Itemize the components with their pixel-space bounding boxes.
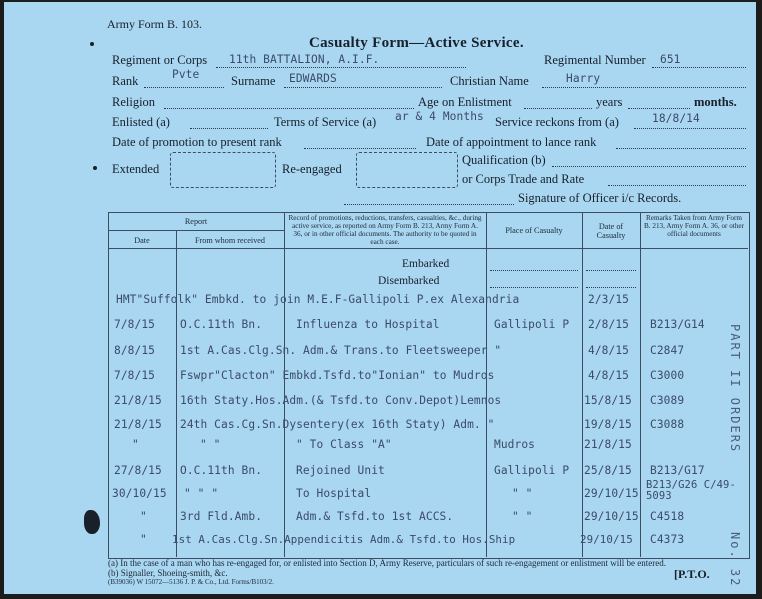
extended-box: [170, 152, 276, 188]
disembarked-place-line: [490, 287, 578, 288]
entry-text: 1st A.Cas.Clg.Sn. Adm.& Trans.to Fleetsweeper ": [180, 344, 502, 357]
entry-from: O.C.11th Bn.: [180, 318, 263, 331]
rank-value: Pvte: [172, 68, 200, 81]
religion-line: [164, 108, 414, 109]
entry-place: Gallipoli P: [494, 318, 570, 331]
surname-value: EDWARDS: [289, 72, 337, 85]
signature-line: [344, 204, 514, 205]
service-reckons-line: [634, 128, 746, 129]
entry-text: 1st A.Cas.Clg.Sn.Appendicitis Adm.& Tsfd.to Hos.Ship: [172, 533, 516, 546]
entry-text: Fswpr"Clacton" Embkd.Tsfd.to"Ionian" to Mudros: [180, 369, 495, 382]
entry-text: 16th Staty.Hos.Adm.(& Tsfd.to Conv.Depot)Lemnos: [180, 394, 502, 407]
casualty-date-header: Date of Casualty: [596, 222, 626, 240]
reg-number-label: Regimental Number: [544, 53, 646, 67]
entry-record: " To Class "A": [296, 438, 392, 451]
surname-line: [284, 87, 442, 88]
reg-number-value: 651: [660, 53, 681, 66]
entry-date: 7/8/15: [114, 369, 156, 382]
part-ii-orders-stamp: PART II ORDERS: [728, 324, 742, 454]
entry-casualty-date: 29/10/15: [584, 510, 639, 523]
entry-remarks: B213/G17: [650, 464, 705, 477]
religion-label: Religion: [112, 95, 156, 109]
pto-mark: [P.T.O.: [674, 567, 710, 581]
years-label: years: [596, 95, 623, 109]
entry-date: 8/8/15: [114, 344, 156, 357]
entry-casualty-date: 2/3/15: [588, 293, 630, 306]
entry-place: " ": [512, 510, 533, 523]
embarked-label: Embarked: [402, 258, 450, 270]
embarked-place-line: [490, 270, 578, 271]
from-header: From whom received: [194, 236, 266, 245]
report-divider: [108, 230, 284, 231]
record-header: Record of promotions, reductions, transfers, casualties, &c., during active service, as reported on Army Form B. 213, Army Form A. 36, or in other official documents. The authority to be quoted in each case.: [288, 214, 482, 246]
entry-date: ": [132, 438, 139, 451]
entry-casualty-date: 29/10/15: [580, 533, 633, 546]
embarked-date-line: [586, 270, 636, 271]
disembarked-label: Disembarked: [378, 275, 440, 287]
footnote-b: (b) Signaller, Shoeing-smith, &c.: [108, 568, 228, 578]
reengaged-label: Re-engaged: [282, 162, 342, 176]
regiment-line: [216, 67, 466, 68]
entry-date: 7/8/15: [114, 318, 156, 331]
signature-label: Signature of Officer i/c Records.: [518, 191, 682, 205]
terms-value: ar & 4 Months: [395, 110, 484, 123]
col-rule-casualty-date: [640, 212, 641, 557]
reengaged-box: [356, 152, 458, 188]
rank-line: [144, 87, 224, 88]
entry-casualty-date: 29/10/15: [584, 487, 639, 500]
months-line: [628, 108, 690, 109]
ink-blot: [84, 510, 100, 534]
enlisted-line: [190, 128, 268, 129]
entry-remarks: C2847: [650, 344, 685, 357]
orders-number-stamp: No. 32: [728, 532, 742, 588]
months-label: months.: [694, 95, 737, 109]
qualification-line: [552, 166, 746, 167]
entry-place: " ": [512, 487, 533, 500]
christian-name-value: Harry: [566, 72, 601, 85]
appointment-label: Date of appointment to lance rank: [426, 135, 597, 149]
entry-record: To Hospital: [296, 487, 372, 500]
entry-remarks: C3088: [650, 418, 685, 431]
entry-place: Gallipoli P: [494, 464, 570, 477]
corps-trade-label: or Corps Trade and Rate: [462, 172, 585, 186]
entry-remarks: C4518: [650, 510, 685, 523]
col-rule-place: [582, 212, 583, 557]
footnote-a: (a) In the case of a man who has re-engaged for, or enlisted into Section D, Army Reserve, particulars of such re-engagement or enlistment will be entered.: [108, 558, 666, 568]
entry-casualty-date: 19/8/15: [584, 418, 632, 431]
extended-label: Extended: [112, 162, 160, 176]
entry-from: O.C.11th Bn.: [180, 464, 263, 477]
entry-casualty-date: 15/8/15: [584, 394, 632, 407]
entry-remarks: B213/G26 C/49-5093: [646, 479, 736, 502]
entry-date: ": [140, 510, 147, 523]
entry-remarks: C3000: [650, 369, 685, 382]
casualty-form-sheet: [4, 2, 756, 594]
pin-hole: [93, 166, 97, 170]
header-bottom-rule: [108, 248, 748, 249]
entry-casualty-date: 2/8/15: [588, 318, 630, 331]
col-rule-record: [486, 212, 487, 557]
promotion-label: Date of promotion to present rank: [112, 135, 282, 149]
col-rule-date: [176, 230, 177, 557]
entry-from: " " ": [184, 487, 219, 500]
place-header: Place of Casualty: [505, 226, 563, 235]
entry-text: HMT"Suffolk" Embkd. to join M.E.F-Gallipoli P.ex Alexandria: [116, 293, 520, 306]
regiment-value: 11th BATTALION, A.I.F.: [229, 53, 380, 66]
entry-casualty-date: 4/8/15: [588, 344, 630, 357]
service-reckons-label: Service reckons from (a): [495, 115, 619, 129]
entry-record: Adm.& Tsfd.to 1st ACCS.: [296, 510, 454, 523]
appointment-line: [616, 148, 746, 149]
surname-label: Surname: [231, 74, 276, 88]
christian-name-line: [542, 87, 746, 88]
pin-hole: [90, 42, 94, 46]
entry-date: 30/10/15: [112, 487, 167, 500]
form-number: Army Form B. 103.: [107, 17, 203, 31]
entry-date: 27/8/15: [114, 464, 162, 477]
entry-record: Rejoined Unit: [296, 464, 385, 477]
entry-date: 21/8/15: [114, 394, 162, 407]
col-rule-from: [284, 212, 285, 557]
entry-remarks: C4373: [650, 533, 685, 546]
promotion-line: [304, 148, 416, 149]
report-header: Report: [184, 217, 208, 226]
qualification-label: Qualification (b): [462, 153, 546, 167]
disembarked-date-line: [586, 287, 636, 288]
entry-text: 24th Cas.Cg.Sn.Dysentery(ex 16th Staty) Adm. ": [180, 418, 495, 431]
corps-trade-line: [608, 185, 746, 186]
entry-record: Influenza to Hospital: [296, 318, 440, 331]
christian-name-label: Christian Name: [450, 74, 529, 88]
enlisted-label: Enlisted (a): [112, 115, 170, 129]
entry-remarks: C3089: [650, 394, 685, 407]
entry-date: 21/8/15: [114, 418, 162, 431]
entry-casualty-date: 21/8/15: [584, 438, 632, 451]
remarks-header: Remarks Taken from Army Form B. 213, Army Form A. 36, or other official documents: [643, 214, 745, 238]
date-header: Date: [134, 236, 150, 245]
regiment-label: Regiment or Corps: [112, 53, 208, 67]
printer-imprint: (B39036) W 15072—5136 J. P. & Co., Ltd. Forms/B103/2.: [108, 578, 274, 586]
entry-from: " ": [200, 438, 221, 451]
rank-label: Rank: [112, 74, 139, 88]
entry-from: 3rd Fld.Amb.: [180, 510, 263, 523]
service-reckons-value: 18/8/14: [652, 112, 700, 125]
entry-remarks: B213/G14: [650, 318, 705, 331]
entry-date: ": [140, 533, 147, 546]
entry-casualty-date: 4/8/15: [588, 369, 630, 382]
reg-number-line: [652, 67, 746, 68]
entry-casualty-date: 25/8/15: [584, 464, 632, 477]
age-label: Age on Enlistment: [418, 95, 512, 109]
entry-place: Mudros: [494, 438, 536, 451]
age-line: [524, 108, 592, 109]
form-title: Casualty Form—Active Service.: [309, 35, 524, 51]
terms-label: Terms of Service (a): [274, 115, 377, 129]
